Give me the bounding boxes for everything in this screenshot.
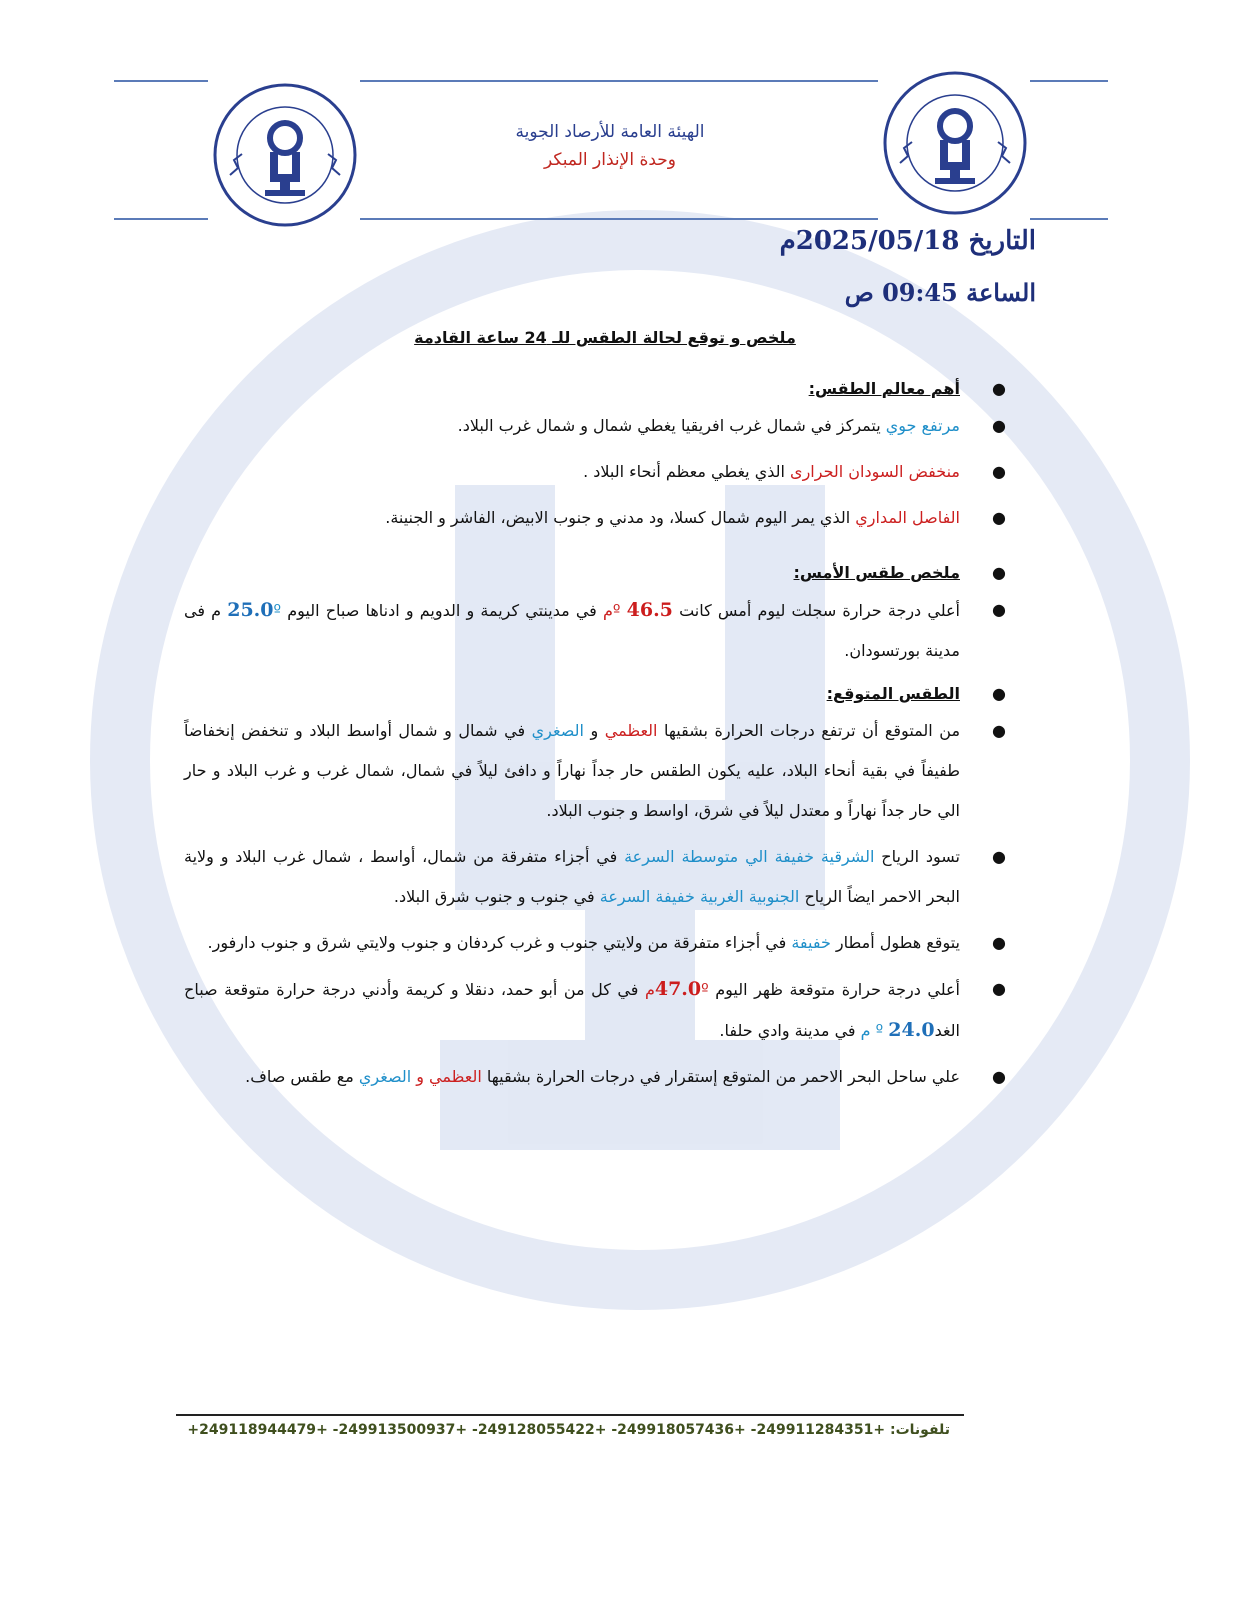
yesterday-heading-text: ملخص طقس الأمس: <box>793 563 960 582</box>
forecast-text: في شمال و شمال أواسط البلاد و تنخفض إنخفاضاً طفيفاً في بقية أنحاء البلاد، عليه يكون الطقس حار جداً نهاراً و دافئ ليلاً في شمال، شمال غرب و غرب البلاد و حار الي حار جداً نهاراً و معتدل ليلاً في شرق، اواسط و جنوب البلاد. <box>184 721 960 820</box>
bullet-icon: ● <box>992 416 1006 435</box>
max-temp-value: 46.5 <box>626 599 673 621</box>
forecast-text: علي ساحل البحر الاحمر من المتوقع إستقرار في درجات الحرارة بشقيها <box>481 1067 960 1086</box>
yesterday-heading <box>180 556 1010 590</box>
footer-phones: تلفونات: +249911284351- +249918057436- +249128055422- +249913500937- +249118944479+ <box>187 1422 950 1438</box>
bullet-icon: ● <box>992 563 1006 582</box>
forecast-text: من المتوقع أن ترتفع درجات الحرارة بشقيها <box>657 721 961 740</box>
forecast-item <box>180 1057 1010 1097</box>
forecast-text: أعلي درجة حرارة متوقعة ظهر اليوم <box>708 980 960 999</box>
forecast-item <box>180 923 1010 963</box>
wind-southwest: الجنوبية الغربية خفيفة السرعة <box>599 887 800 906</box>
header-rule-right-bottom <box>1030 218 1108 220</box>
header-rule-center-bottom <box>360 218 878 220</box>
bullet-icon: ● <box>992 933 1006 952</box>
yesterday-text: في مدينتي كريمة و الدويم و ادناها صباح اليوم <box>281 601 603 620</box>
organization-header <box>440 122 780 170</box>
org-name: الهيئة العامة للأرصاد الجوية <box>515 122 705 142</box>
degree-unit: º <box>273 601 282 620</box>
report-time: الساعة 09:45 ص <box>844 278 1036 307</box>
yesterday-text: م فى مدينة بورتسودان. <box>184 601 960 660</box>
forecast-text: تسود الرياح <box>874 847 960 866</box>
forecast-text: و <box>411 1067 430 1086</box>
forecast-heading-text: الطقس المتوقع: <box>826 684 960 703</box>
bullet-icon: ● <box>992 379 1006 398</box>
max-label: العظمي <box>429 1067 482 1086</box>
unit-name: وحدة الإنذار المبكر <box>544 150 676 170</box>
bullet-icon: ● <box>992 847 1006 866</box>
header-rule-right-top <box>1030 80 1108 82</box>
forecast-text: في جنوب و جنوب شرق البلاد. <box>393 887 600 906</box>
header-rule-left-top <box>114 80 208 82</box>
feature-term: منخفض السودان الحرارى <box>790 462 960 481</box>
right-logo <box>880 68 1030 218</box>
feature-item <box>180 452 1010 492</box>
forecast-text: و <box>583 721 605 740</box>
feature-term: مرتفع جوي <box>885 416 960 435</box>
forecast-text: في مدينة وادي حلفا. <box>719 1021 861 1040</box>
min-temp-forecast: 24.0 <box>888 1019 935 1041</box>
min-label: الصغري <box>358 1067 412 1086</box>
features-heading <box>180 372 1010 406</box>
forecast-text: يتوقع هطول أمطار <box>830 933 960 952</box>
bullet-icon: ● <box>992 684 1006 703</box>
report-date: التاريخ 2025/05/18م <box>779 226 1036 256</box>
degree-unit: ºم <box>603 601 621 620</box>
rain-intensity: خفيفة <box>791 933 831 952</box>
feature-text: الذي يمر اليوم شمال كسلا، ود مدني و جنوب الابيض، الفاشر و الجنينة. <box>385 508 856 527</box>
header-rule-center-top <box>360 80 878 82</box>
wind-east: الشرقية خفيفة الي متوسطة السرعة <box>624 847 875 866</box>
feature-item <box>180 406 1010 446</box>
bullet-icon: ● <box>992 979 1006 998</box>
yesterday-text: أعلي درجة حرارة سجلت ليوم أمس كانت <box>672 601 960 620</box>
degree-unit: ºم <box>644 980 709 999</box>
feature-text: يتمركز في شمال غرب افريقيا يغطي شمال و شمال غرب البلاد. <box>457 416 886 435</box>
report-body <box>180 372 1010 1097</box>
footer-rule <box>176 1414 964 1416</box>
bullet-icon: ● <box>992 600 1006 619</box>
min-label: الصغري <box>531 721 584 740</box>
forecast-item <box>180 837 1010 917</box>
forecast-text: مع طقس صاف. <box>245 1067 359 1086</box>
forecast-text: في كل من أبو حمد، دنقلا و كريمة وأدني درجة حرارة متوقعة صباح الغد <box>184 980 960 1040</box>
forecast-text: في أجزاء متفرقة من شمال، أواسط ، شمال غرب البلاد و ولاية البحر الاحمر ايضاً الرياح <box>184 847 960 906</box>
page-title: ملخص و توقع لحالة الطقس للـ 24 ساعة القادمة <box>414 328 796 347</box>
forecast-heading <box>180 677 1010 711</box>
bullet-icon: ● <box>992 721 1006 740</box>
max-label: العظمي <box>604 721 658 740</box>
min-temp-value: 25.0 <box>227 599 274 621</box>
bullet-icon: ● <box>992 1067 1006 1086</box>
bullet-icon: ● <box>992 462 1006 481</box>
forecast-text: في أجزاء متفرقة من ولايتي جنوب و غرب كردفان و جنوب ولايتي شرق و جنوب دارفور. <box>207 933 792 952</box>
features-heading-text: أهم معالم الطقس: <box>808 379 960 398</box>
degree-unit: º م <box>860 1021 889 1040</box>
feature-item <box>180 498 1010 538</box>
header-rule-left-bottom <box>114 218 208 220</box>
yesterday-summary <box>180 590 1010 671</box>
feature-term: الفاصل المداري <box>855 508 960 527</box>
left-logo <box>210 80 360 230</box>
forecast-item <box>180 711 1010 831</box>
bullet-icon: ● <box>992 508 1006 527</box>
max-temp-forecast: 47.0 <box>654 978 702 1000</box>
forecast-item <box>180 969 1010 1051</box>
feature-text: الذي يغطي معظم أنحاء البلاد . <box>583 462 791 481</box>
